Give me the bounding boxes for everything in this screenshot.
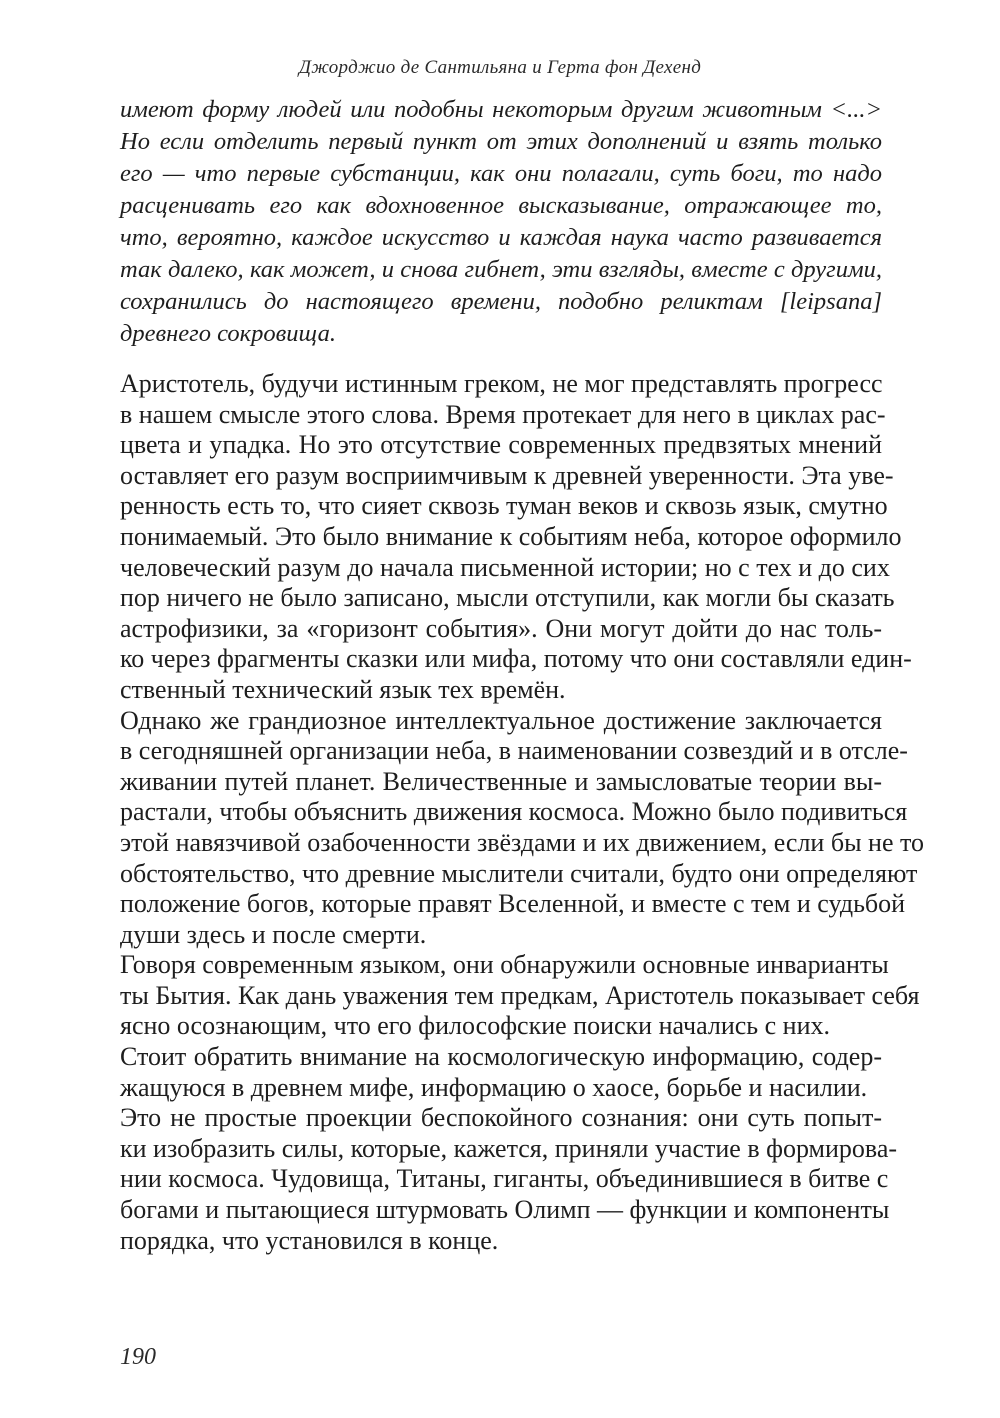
quote-line: так далеко, как может, и снова гибнет, эти взгляды, вместе с другими, <box>120 256 882 283</box>
text-line: Однако же грандиозное интеллектуальное достижение заключается <box>120 705 882 735</box>
text-line: Стоит обратить внимание на космологическую информацию, содер- <box>120 1042 882 1072</box>
text-line: Говоря современным языком, они обнаружили основные инварианты <box>120 950 889 980</box>
paragraph-3 <box>120 950 920 1042</box>
text-line: этой навязчивой озабоченности звёздами и их движением, если бы не то <box>120 827 925 857</box>
text-line: ренность есть то, что сияет сквозь туман веков и сквозь язык, смутно <box>120 491 888 521</box>
text-line: положение богов, которые правят Вселенной, и вместе с тем и судьбой <box>120 889 906 919</box>
text-line: ясно осознающим, что его философские поиски начались с них. <box>120 1011 831 1041</box>
text-line: Это не простые проекции беспокойного сознания: они суть попыт- <box>120 1103 882 1133</box>
quote-line: расценивать его как вдохновенное высказывание, отражающее то, <box>120 192 882 219</box>
page-number: 190 <box>120 1344 156 1370</box>
quote-line: Но если отделить первый пункт от этих дополнений и взять только <box>120 128 882 155</box>
text-line: жащуюся в древнем мифе, информацию о хаосе, борьбе и насилии. <box>120 1072 868 1102</box>
text-line: ко через фрагменты сказки или мифа, потому что они составляли един- <box>120 644 912 674</box>
text-line: растали, чтобы объяснить движения космоса. Можно было подивиться <box>120 797 908 827</box>
quote-line: что, вероятно, каждое искусство и каждая наука часто развивается <box>120 224 882 251</box>
text-line: в нашем смысле этого слова. Время протекает для него в циклах рас- <box>120 399 886 429</box>
text-line: ты Бытия. Как дань уважения тем предкам, Аристотель показывает себя <box>120 980 920 1010</box>
text-line: человеческий разум до начала письменной истории; но с тех и до сих <box>120 552 890 582</box>
text-line: души здесь и после смерти. <box>120 919 427 949</box>
quote-line: сохранились до настоящего времени, подобно реликтам [leipsana] <box>120 288 882 315</box>
text-line: цвета и упадка. Но это отсутствие современных предвзятых мнений <box>120 430 882 460</box>
block-quote <box>120 94 882 350</box>
text-line: астрофизики, за «горизонт события». Они могут дойти до нас толь- <box>120 613 882 643</box>
paragraph-1 <box>120 369 912 706</box>
paragraph-2 <box>120 705 925 951</box>
text-line: понимаемый. Это было внимание к событиям неба, которое оформило <box>120 521 902 551</box>
running-header: Джорджио де Сантильяна и Герта фон Дехенд <box>298 57 702 78</box>
text-line: живании путей планет. Величественные и замысловатые теории вы- <box>120 766 882 796</box>
text-line: в сегодняшней организации неба, в наименовании созвездий и в отсле- <box>120 736 908 766</box>
text-line: богами и пытающиеся штурмовать Олимп — функции и компоненты <box>120 1195 890 1225</box>
text-line: оставляет его разум восприимчивым к древней уверенности. Эта уве- <box>120 460 894 490</box>
text-line: пор ничего не было записано, мысли отступили, как могли бы сказать <box>120 583 895 613</box>
paragraph-4 <box>120 1042 882 1103</box>
text-line: нии космоса. Чудовища, Титаны, гиганты, объединившиеся в битве с <box>120 1164 889 1194</box>
text-line: ки изобразить силы, которые, кажется, приняли участие в формирова- <box>120 1133 898 1163</box>
paragraph-5 <box>120 1103 898 1256</box>
quote-line: его — что первые субстанции, как они полагали, суть боги, то надо <box>120 160 882 187</box>
quote-line: древнего сокровища. <box>120 320 336 347</box>
quote-line: имеют форму людей или подобны некоторым другим животным <...> <box>120 96 882 123</box>
text-line: ственный технический язык тех времён. <box>120 674 566 704</box>
text-line: порядка, что установился в конце. <box>120 1225 499 1255</box>
text-line: Аристотель, будучи истинным греком, не мог представлять прогресс <box>120 369 883 398</box>
body-text <box>120 369 925 1256</box>
text-line: обстоятельство, что древние мыслители считали, будто они определяют <box>120 858 918 888</box>
